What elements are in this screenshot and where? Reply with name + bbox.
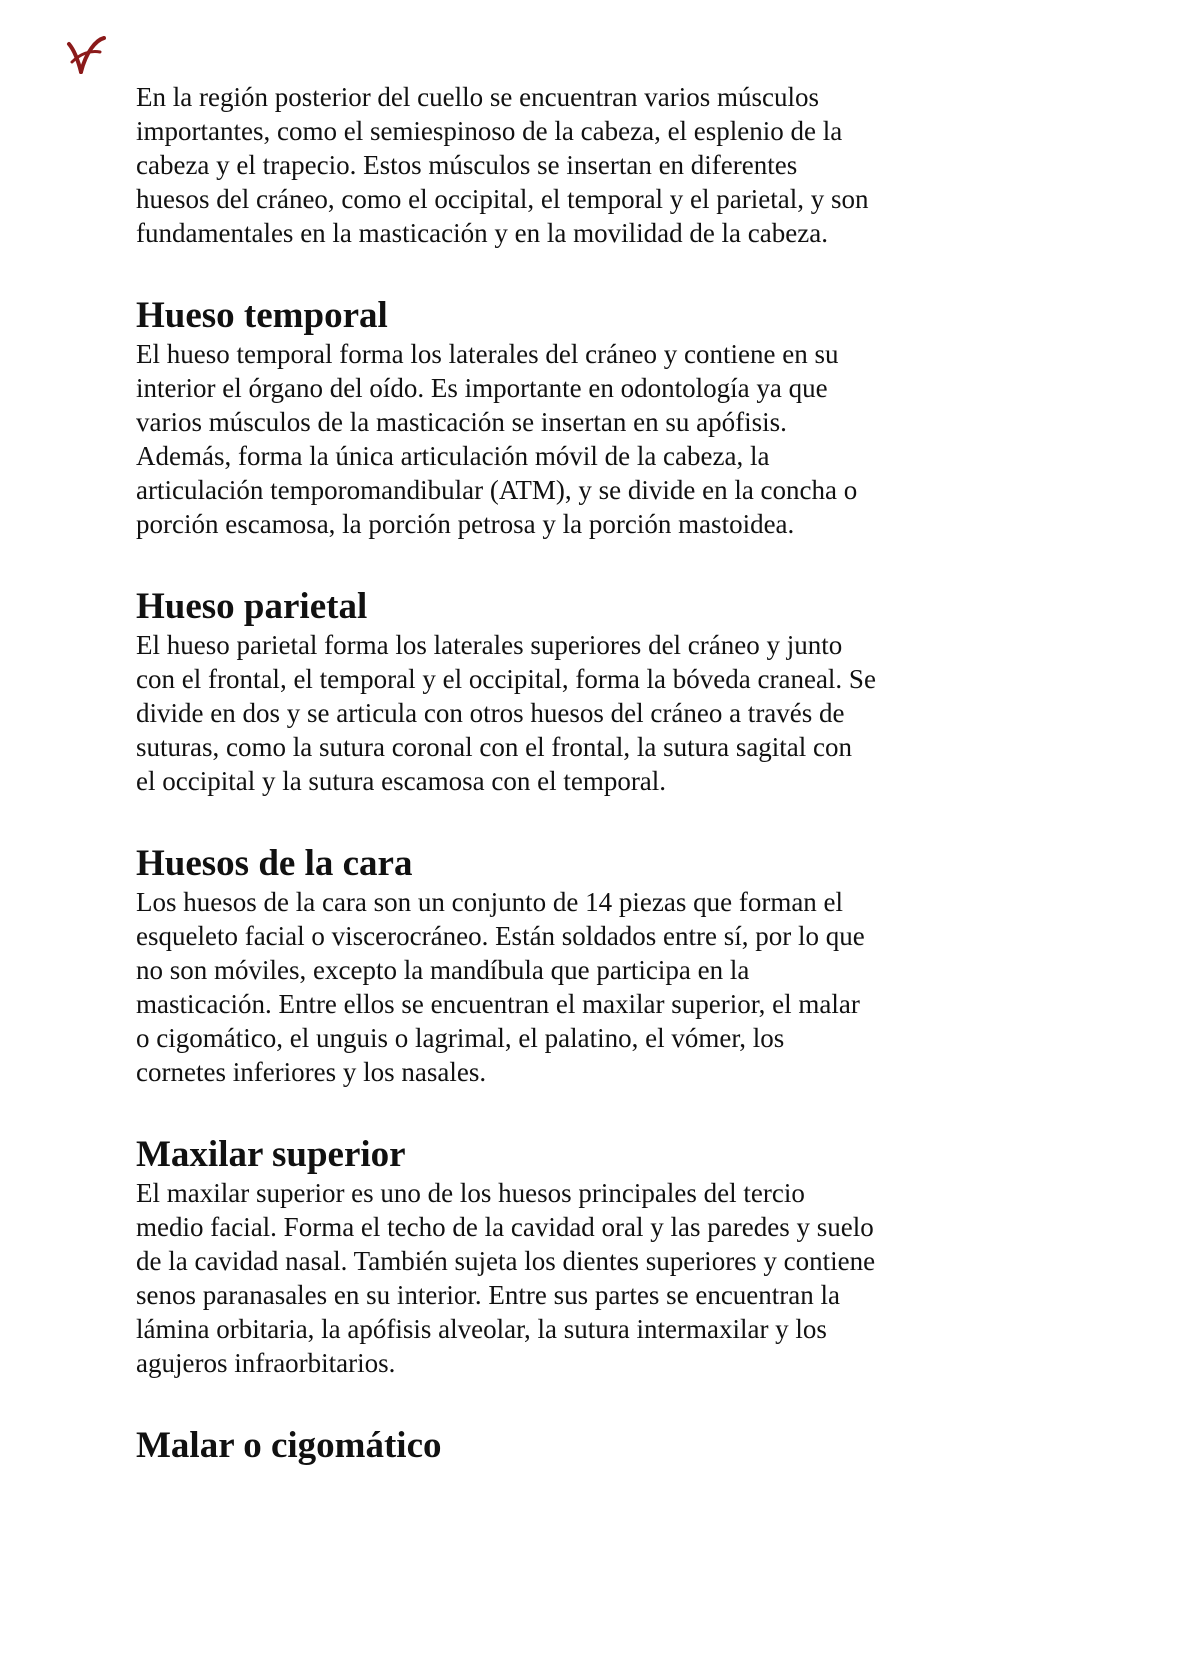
brand-logo-icon	[66, 34, 108, 76]
section-maxilar-superior	[136, 1134, 876, 1380]
section-hueso-parietal	[136, 586, 876, 798]
section-heading: Maxilar superior	[136, 1134, 406, 1175]
section-hueso-temporal	[136, 295, 876, 541]
intro-paragraph: En la región posterior del cuello se encuentran varios músculos importantes, como el semiespinoso de la cabeza, el esplenio de la cabeza y el trapecio. Estos músculos se insertan en diferentes huesos del cráneo, como el occipital, el temporal y el parietal, y son fundamentales en la masticación y en la movilidad de la cabeza.	[136, 82, 869, 248]
section-heading: Hueso temporal	[136, 295, 388, 336]
section-heading: Hueso parietal	[136, 586, 368, 627]
document-body	[136, 80, 876, 1467]
section-paragraph: El maxilar superior es uno de los huesos principales del tercio medio facial. Forma el techo de la cavidad oral y las paredes y suelo de la cavidad nasal. También sujeta los dientes superiores y contiene senos paranasales en su interior. Entre sus partes se encuentran la lámina orbitaria, la apófisis alveolar, la sutura intermaxilar y los agujeros infraorbitarios.	[136, 1178, 876, 1378]
section-paragraph: El hueso parietal forma los laterales superiores del cráneo y junto con el frontal, el temporal y el occipital, forma la bóveda craneal. Se divide en dos y se articula con otros huesos del cráneo a través de suturas, como la sutura coronal con el frontal, la sutura sagital con el occipital y la sutura escamosa con el temporal.	[136, 630, 876, 796]
section-heading: Malar o cigomático	[136, 1425, 442, 1466]
section-malar-o-cigomatico	[136, 1425, 876, 1467]
section-paragraph: El hueso temporal forma los laterales del cráneo y contiene en su interior el órgano del oído. Es importante en odontología ya que varios músculos de la masticación se insertan en su apófisis. Además, forma la única articulación móvil de la cabeza, la articulación temporomandibular (ATM), y se divide en la concha o porción escamosa, la porción petrosa y la porción mastoidea.	[136, 339, 858, 539]
section-huesos-de-la-cara	[136, 843, 876, 1089]
section-heading: Huesos de la cara	[136, 843, 413, 884]
section-paragraph: Los huesos de la cara son un conjunto de 14 piezas que forman el esqueleto facial o viscerocráneo. Están soldados entre sí, por lo que no son móviles, excepto la mandíbula que participa en la masticación. Entre ellos se encuentran el maxilar superior, el malar o cigomático, el unguis o lagrimal, el palatino, el vómer, los cornetes inferiores y los nasales.	[136, 887, 865, 1087]
